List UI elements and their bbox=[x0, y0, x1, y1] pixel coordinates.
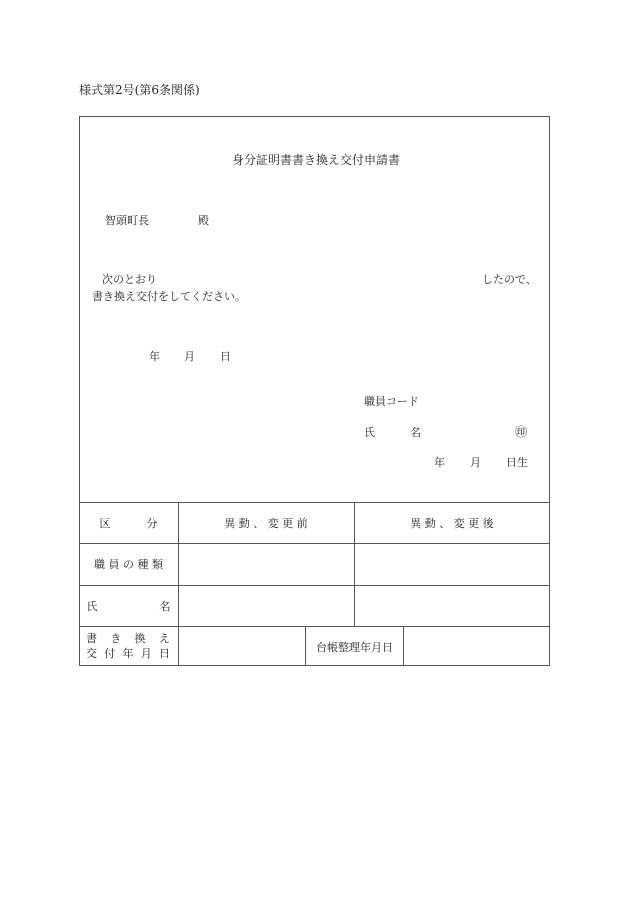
birth-month: 月 bbox=[470, 456, 481, 469]
ledger-date-label: 台帳整理年月日 bbox=[316, 640, 393, 654]
header-after: 異 動 、 変 更 後 bbox=[410, 516, 494, 530]
reissue-label-char: 月 bbox=[140, 647, 152, 660]
reissue-label-char: 年 bbox=[122, 647, 134, 660]
reissue-label-char: 日 bbox=[159, 647, 170, 660]
reissue-label-char: 付 bbox=[104, 647, 116, 660]
reissue-date-field[interactable] bbox=[179, 627, 305, 666]
body-text-start: 次のとおり bbox=[102, 273, 157, 286]
name-before-field[interactable] bbox=[179, 586, 354, 626]
addressee-name: 智頭町長 bbox=[105, 214, 149, 227]
body-text-line2: 書き換え交付をしてください。 bbox=[92, 290, 246, 303]
ledger-date-field[interactable] bbox=[404, 627, 550, 666]
staff-type-before-field[interactable] bbox=[179, 544, 354, 585]
applicant-name-label-2: 名 bbox=[410, 426, 421, 439]
name-after-field[interactable] bbox=[355, 586, 550, 626]
reissue-label-char: 交 bbox=[86, 647, 97, 660]
birth-year: 年 bbox=[434, 456, 445, 469]
form-title: 身分証明書書き換え交付申請書 bbox=[232, 153, 401, 167]
addressee-honorific: 殿 bbox=[198, 214, 209, 227]
reissue-label-char: 換 bbox=[134, 632, 146, 645]
applicant-name-label-1: 氏 bbox=[364, 426, 375, 439]
header-category bbox=[79, 502, 178, 543]
row-label-staff-type: 職 員 の 種 類 bbox=[94, 558, 163, 571]
body-text-end: したので、 bbox=[482, 273, 537, 286]
row-label-name-char: 氏 bbox=[86, 599, 98, 613]
birth-day: 日生 bbox=[506, 456, 528, 469]
staff-code-label: 職員コード bbox=[364, 395, 419, 408]
date-day: 日 bbox=[220, 350, 231, 363]
header-before: 異 動 、 変 更 前 bbox=[224, 516, 308, 530]
date-year: 年 bbox=[149, 350, 160, 363]
seal-mark: ㊞ bbox=[515, 425, 528, 439]
row-label-name bbox=[79, 585, 178, 626]
reissue-label-char: き bbox=[110, 632, 122, 645]
date-month: 月 bbox=[184, 350, 195, 363]
staff-type-after-field[interactable] bbox=[355, 544, 550, 585]
header-category-char: 区 bbox=[99, 516, 111, 530]
reissue-label-char: え bbox=[158, 632, 170, 645]
row-label-name-char: 名 bbox=[159, 599, 171, 613]
header-category-char: 分 bbox=[146, 516, 158, 530]
row-label-reissue-date bbox=[86, 631, 170, 661]
form-number: 様式第2号(第6条関係) bbox=[79, 83, 200, 97]
reissue-label-char: 書 bbox=[86, 632, 97, 645]
